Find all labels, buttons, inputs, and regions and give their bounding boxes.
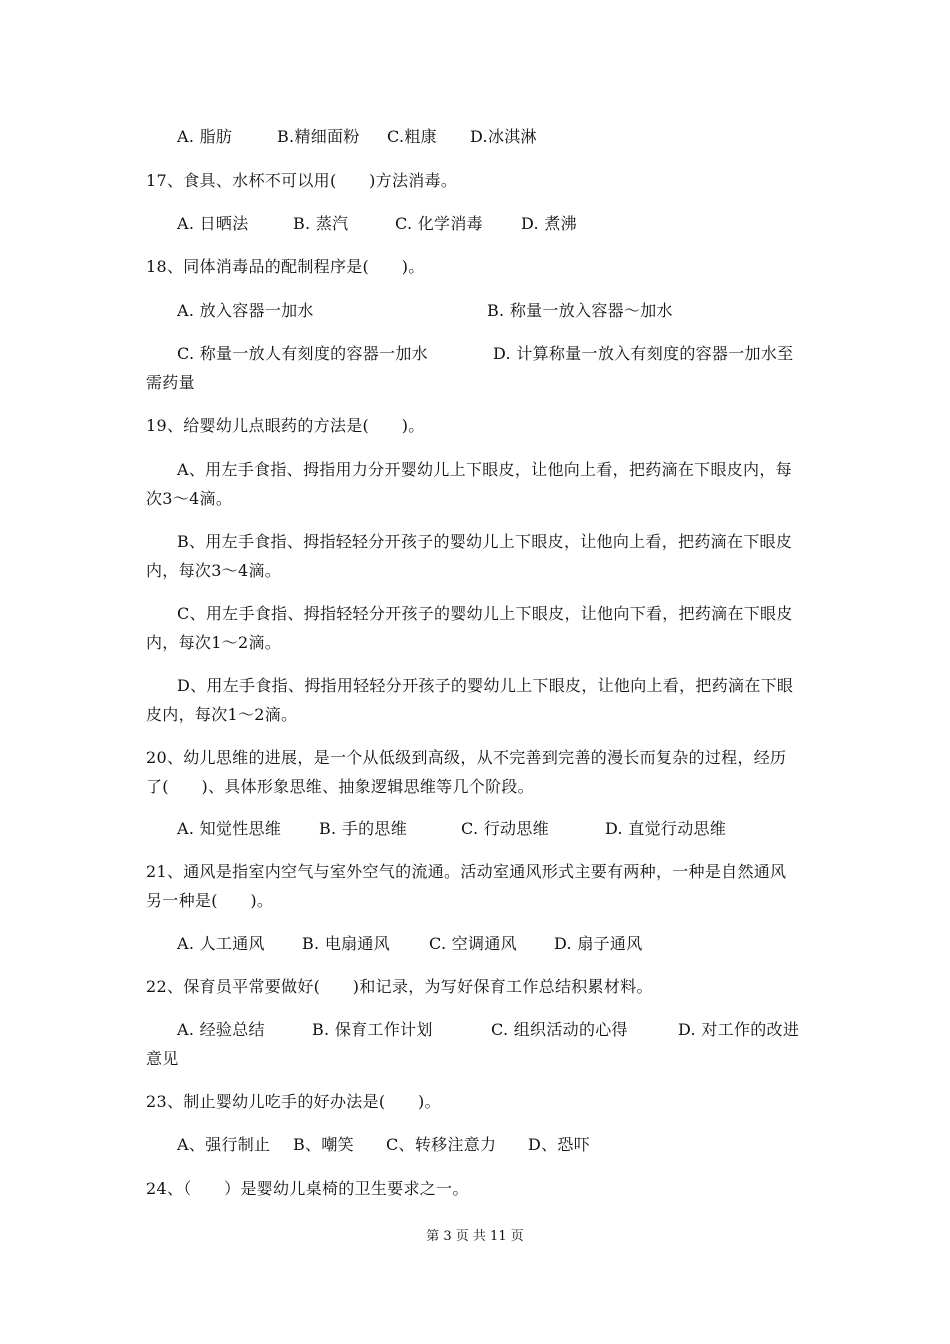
q21-stem-continued: 另一种是( )。 [146,891,274,910]
q16-option-a: A. 脂肪 [177,127,233,146]
q16-option-d: D.冰淇淋 [470,127,537,146]
q23-option-c: C、转移注意力 [386,1135,497,1154]
q23-option-b: B、嘲笑 [293,1135,354,1154]
page-number-footer: 第 3 页 共 11 页 [426,1229,524,1244]
q17-option-d: D. 煮沸 [521,214,577,233]
q20-option-c: C. 行动思维 [461,819,549,838]
q17-option-c: C. 化学消毒 [395,214,483,233]
q18-option-d-continued: 需药量 [146,373,195,392]
q23-option-a: A、强行制止 [177,1135,271,1154]
q23-stem: 23、制止婴幼儿吃手的好办法是( )。 [146,1092,441,1111]
q19-option-c: C、用左手食指、拇指轻轻分开孩子的婴幼儿上下眼皮，让他向下看，把药滴在下眼皮 [177,604,793,623]
q22-option-d-continued: 意见 [146,1049,179,1068]
q19-option-d: D、用左手食指、拇指用轻轻分开孩子的婴幼儿上下眼皮，让他向上看，把药滴在下眼 [177,676,794,695]
q19-option-c-continued: 内，每次1～2滴。 [146,633,282,652]
q22-option-a: A. 经验总结 [177,1020,265,1039]
q20-option-a: A. 知觉性思维 [177,819,282,838]
q21-option-b: B. 电扇通风 [302,934,391,953]
q22-option-b: B. 保育工作计划 [312,1020,433,1039]
q18-option-b: B. 称量一放入容器～加水 [487,301,673,320]
q19-option-a-continued: 次3～4滴。 [146,489,233,508]
q16-option-b: B.精细面粉 [277,127,360,146]
q17-option-a: A. 日晒法 [177,214,249,233]
q19-option-b-continued: 内，每次3～4滴。 [146,561,282,580]
q18-option-d: D. 计算称量一放入有刻度的容器一加水至 [493,344,794,363]
q18-option-c: C. 称量一放人有刻度的容器一加水 [177,344,428,363]
q19-stem: 19、给婴幼儿点眼药的方法是( )。 [146,416,425,435]
q21-option-d: D. 扇子通风 [554,934,643,953]
q18-stem: 18、同体消毒品的配制程序是( )。 [146,257,425,276]
q17-option-b: B. 蒸汽 [293,214,349,233]
q20-stem-continued: 了( )、具体形象思维、抽象逻辑思维等几个阶段。 [146,777,534,796]
q20-option-d: D. 直觉行动思维 [605,819,727,838]
q22-option-d: D. 对工作的改进 [678,1020,800,1039]
q21-option-a: A. 人工通风 [177,934,265,953]
q20-option-b: B. 手的思维 [319,819,408,838]
q23-option-d: D、恐吓 [528,1135,591,1154]
q22-stem: 22、保育员平常要做好( )和记录，为写好保育工作总结积累材料。 [146,977,653,996]
q22-option-c: C. 组织活动的心得 [491,1020,628,1039]
q20-stem: 20、幼儿思维的进展，是一个从低级到高级，从不完善到完善的漫长而复杂的过程，经历 [146,748,787,767]
q16-option-c: C.粗康 [387,127,437,146]
q21-option-c: C. 空调通风 [429,934,517,953]
q19-option-d-continued: 皮内，每次1～2滴。 [146,705,298,724]
q19-option-a: A、用左手食指、拇指用力分开婴幼儿上下眼皮，让他向上看，把药滴在下眼皮内，每 [177,460,792,479]
q21-stem: 21、通风是指室内空气与室外空气的流通。活动室通风形式主要有两种，一种是自然通风 [146,862,787,881]
q24-stem: 24、（ ）是婴幼儿桌椅的卫生要求之一。 [146,1179,469,1198]
q18-option-a: A. 放入容器一加水 [177,301,314,320]
q17-stem: 17、食具、水杯不可以用( )方法消毒。 [146,171,458,190]
q19-option-b: B、用左手食指、拇指轻轻分开孩子的婴幼儿上下眼皮，让他向上看，把药滴在下眼皮 [177,532,793,551]
